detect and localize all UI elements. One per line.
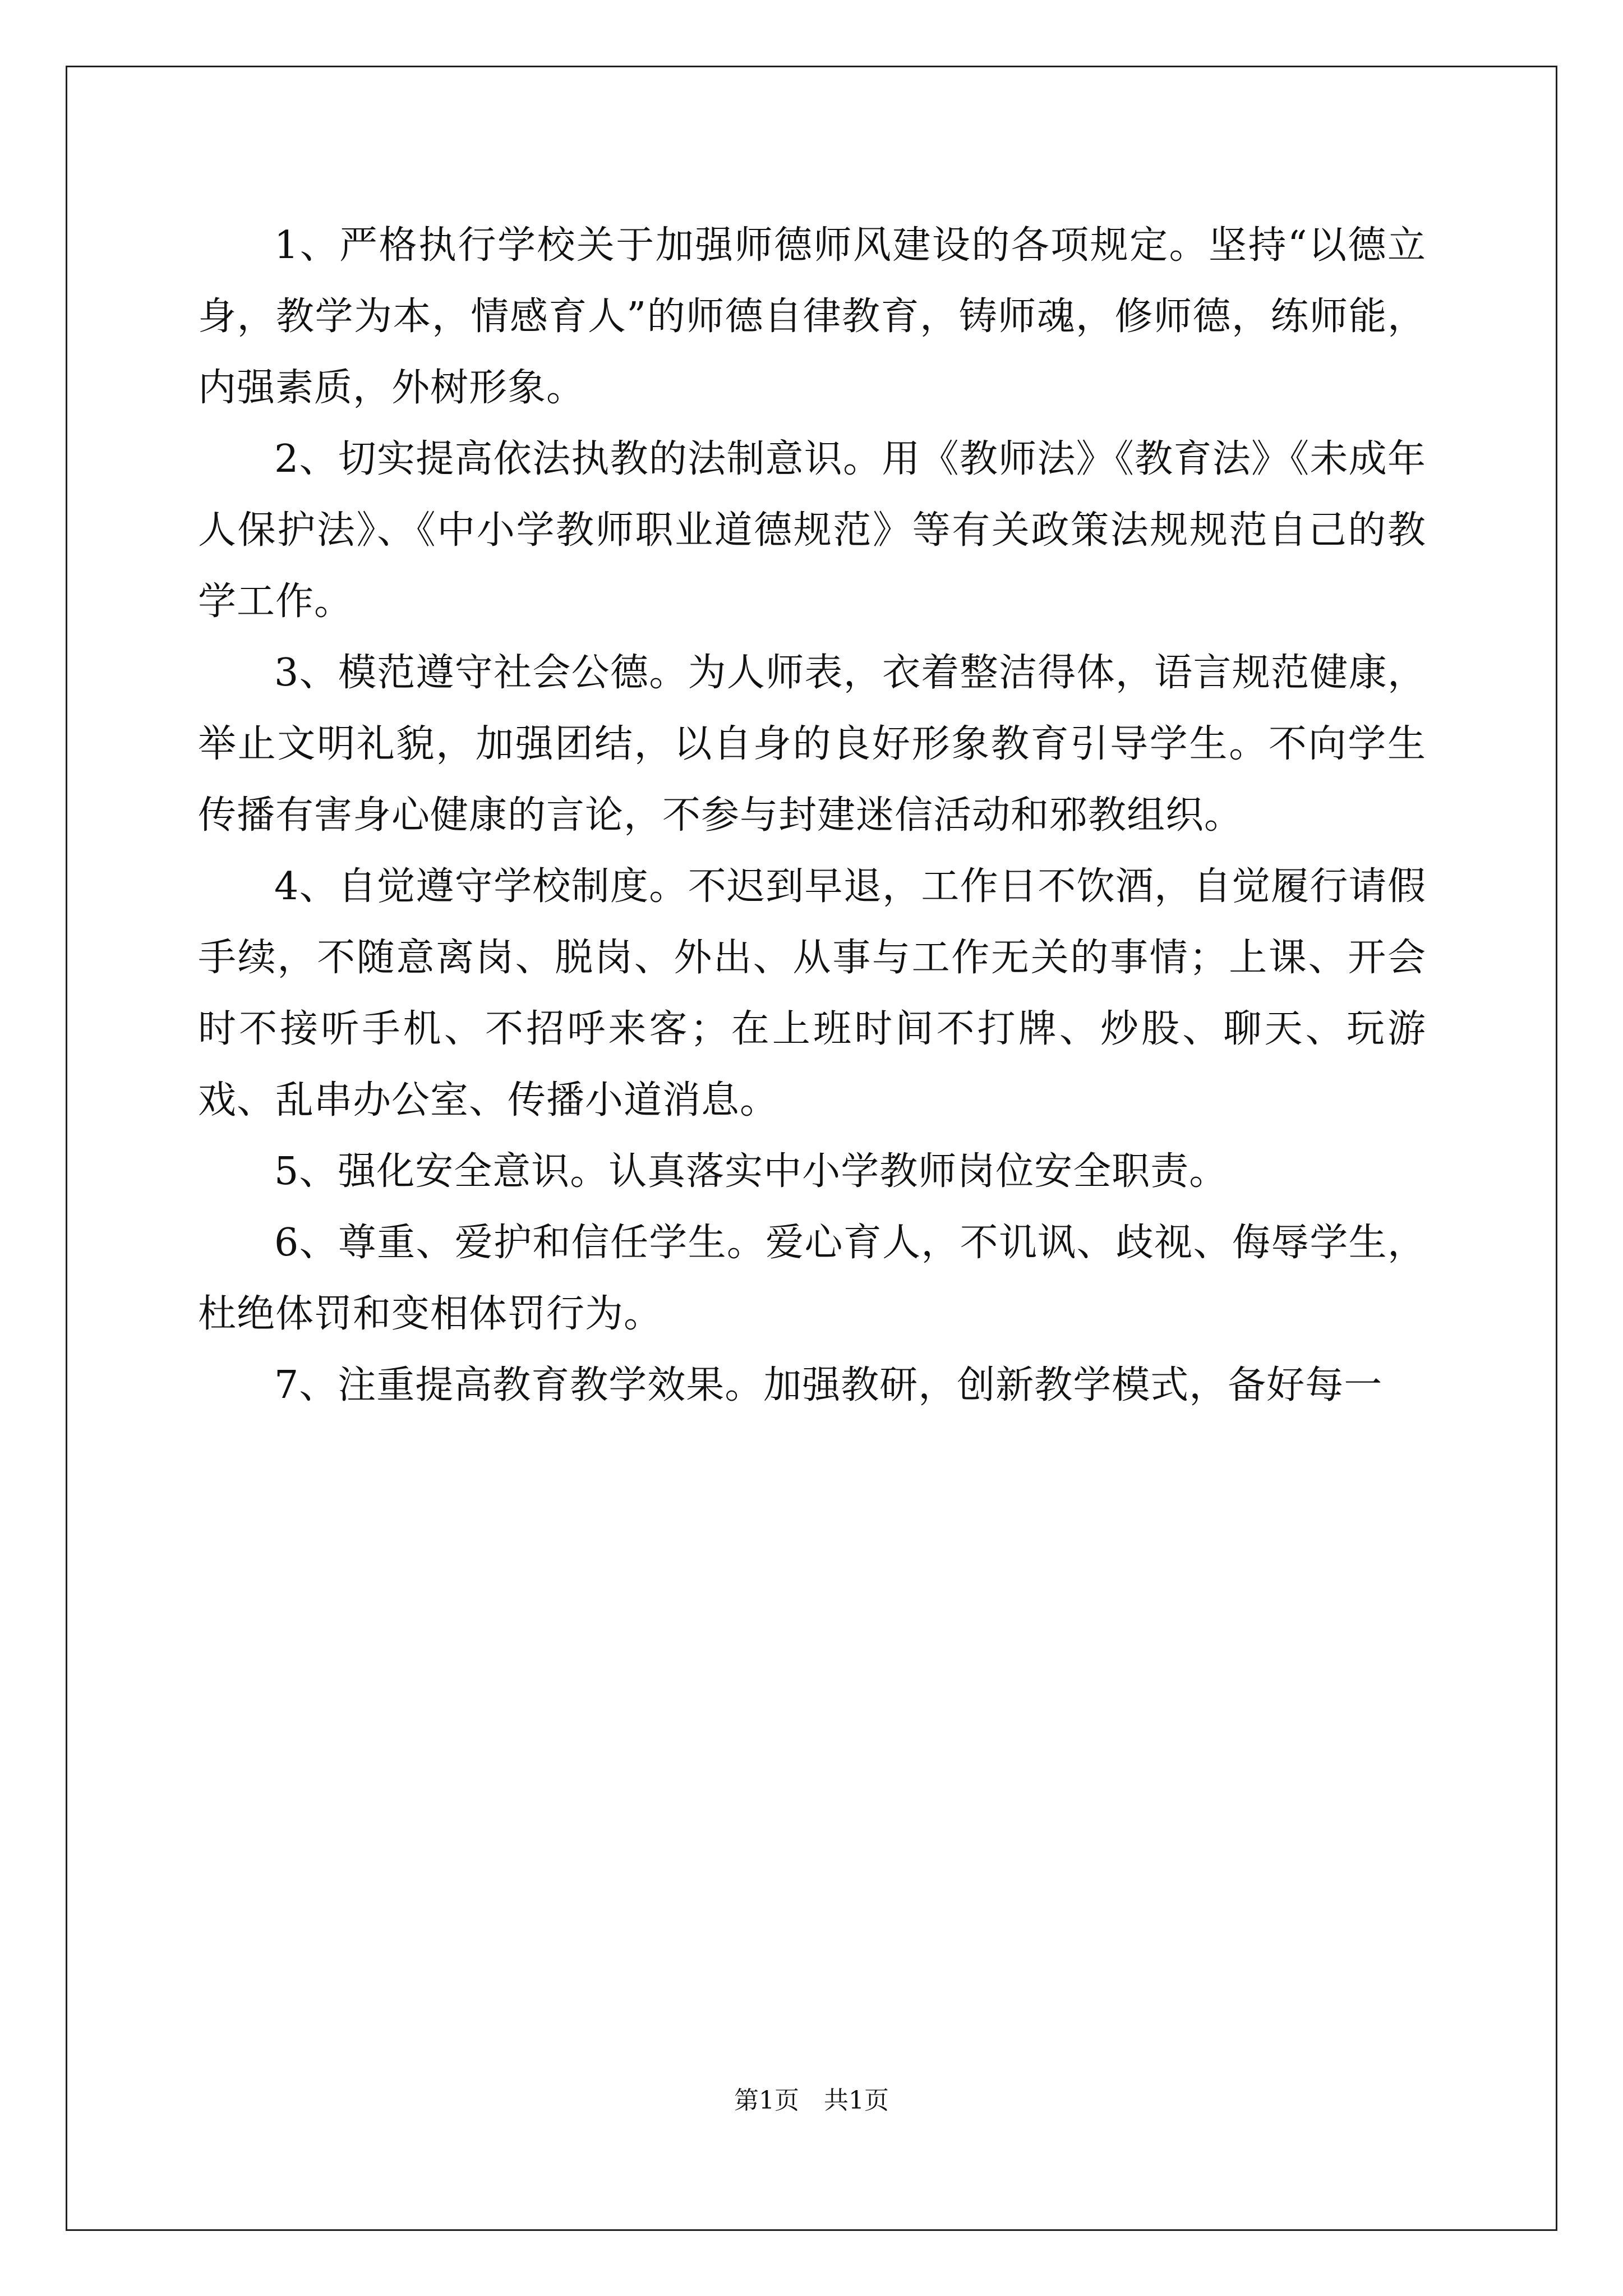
- paragraph-3: 3、模范遵守社会公德。为人师表，衣着整洁得体，语言规范健康，举止文明礼貌，加强团结，以自身的良好形象教育引导学生。不向学生传播有害身心健康的言论，不参与封建迷信活动和邪教组织。: [198, 651, 1426, 838]
- paragraph-2: 2、切实提高依法执教的法制意识。用《教师法》《教育法》《未成年人保护法》、《中小学教师职业道德规范》等有关政策法规规范自己的教学工作。: [198, 437, 1426, 624]
- page-footer: [0, 2084, 1623, 2118]
- paragraph-5: 5、强化安全意识。认真落实中小学教师岗位安全职责。: [274, 1149, 1228, 1194]
- page-total: 共1页: [824, 2086, 889, 2115]
- document-body: [198, 210, 1426, 1421]
- paragraph-4: 4、自觉遵守学校制度。不迟到早退，工作日不饮酒，自觉履行请假手续，不随意离岗、脱岗、外出、从事与工作无关的事情；上课、开会时不接听手机、不招呼来客；在上班时间不打牌、炒股、聊天、玩游戏、乱串办公室、传播小道消息。: [198, 864, 1426, 1122]
- paragraph-1: 1、严格执行学校关于加强师德师风建设的各项规定。坚持“以德立身，教学为本，情感育人”的师德自律教育，铸师魂，修师德，练师能，内强素质，外树形象。: [198, 223, 1426, 410]
- page-number: 第1页: [734, 2086, 799, 2115]
- paragraph-6: 6、尊重、爱护和信任学生。爱心育人，不讥讽、歧视、侮辱学生，杜绝体罚和变相体罚行为。: [198, 1221, 1426, 1336]
- paragraph-7: 7、注重提高教育教学效果。加强教研，创新教学模式，备好每一: [274, 1363, 1383, 1407]
